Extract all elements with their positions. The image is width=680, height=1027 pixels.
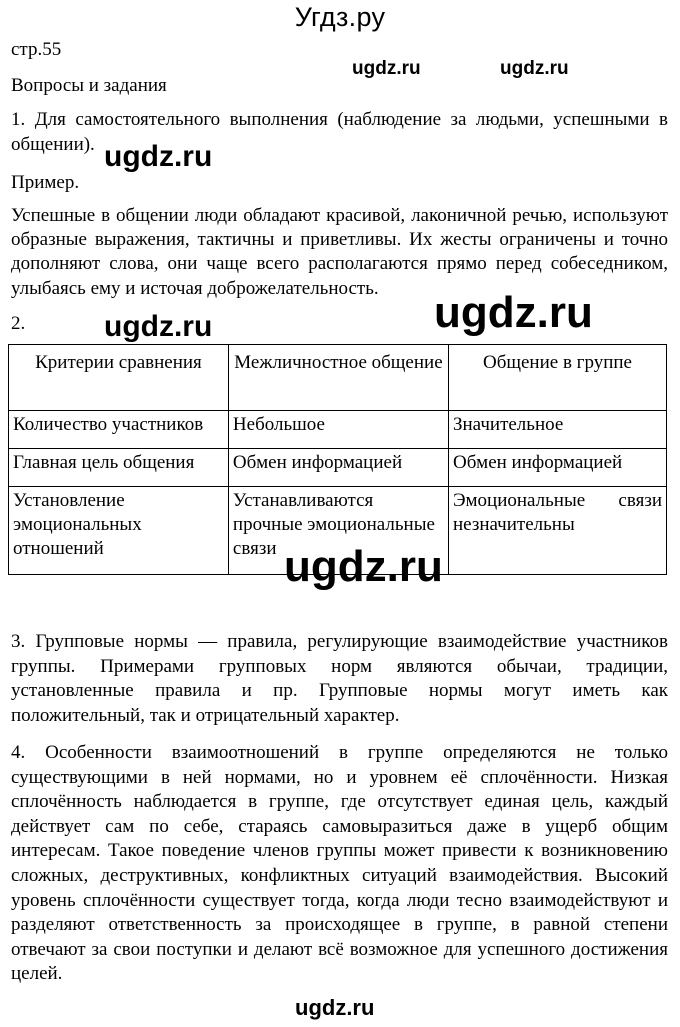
table-row	[9, 449, 667, 487]
table-header-row	[9, 345, 667, 411]
table-cell: Установление эмоциональных отношений	[9, 487, 229, 575]
table-cell: Обмен информацией	[448, 449, 666, 487]
section-heading: Вопросы и задания	[11, 75, 167, 96]
watermark: ugdz.ru	[104, 140, 213, 173]
table-header-cell: Межличностное общение	[228, 345, 448, 411]
question-4: 4. Особенности взаимоотношений в группе определяются не только существующими в ней нормами, но и уровнем её сплочённости. Низкая сплочённость наблюдается в группе, где отсутствует единая цель, каждый действует сам по себе, стараясь самовыразиться даже в ущерб общим интересам. Такое поведение членов группы может привести к возникновению сложных, деструктивных, конфликтных ситуаций взаимодействия. Высокий уровень сплочённости существует тогда, когда люди тесно взаимодействуют и разделяют ответственность за происходящее в группе, в равной степени отвечают за свои поступки и делают всё возможное для успешного достижения целей.	[11, 742, 668, 985]
question-1: 1. Для самостоятельного выполнения (наблюдение за людьми, успешными в общении).	[11, 109, 668, 155]
watermark: ugdz.ru	[352, 58, 421, 79]
watermark: ugdz.ru	[284, 542, 443, 591]
watermark: ugdz.ru	[434, 288, 593, 337]
site-title: Угдз.ру	[294, 2, 386, 32]
table-cell: Устанавливаются прочные эмоциональные связи	[228, 487, 448, 575]
table-cell: Главная цель общения	[9, 449, 229, 487]
comparison-table	[8, 344, 667, 575]
table-cell: Значительное	[448, 411, 666, 449]
table-cell: Эмоциональные связи незначительны	[448, 487, 666, 575]
question-3: 3. Групповые нормы — правила, регулирующие взаимодействие участников группы. Примерами групповых норм являются обычаи, традиции, установленные правила и пр. Групповые нормы могут иметь как положительный, так и отрицательный характер.	[11, 631, 668, 726]
page-reference: стр.55	[11, 39, 62, 60]
table-cell: Количество участников	[9, 411, 229, 449]
watermark: ugdz.ru	[295, 995, 375, 1020]
question-2-number: 2.	[11, 313, 26, 334]
table-row	[9, 411, 667, 449]
example-text: Успешные в общении люди обладают красивой, лаконичной речью, используют образные выражения, тактичны и приветливы. Их жесты ограничены и точно дополняют слова, они чаще всего располагаются прямо перед собеседником, улыбаясь ему и источая доброжелательность.	[11, 205, 668, 299]
watermark: ugdz.ru	[104, 310, 213, 343]
watermark: ugdz.ru	[500, 58, 569, 79]
table-cell: Обмен информацией	[228, 449, 448, 487]
table-cell: Небольшое	[228, 411, 448, 449]
table-header-cell: Критерии сравнения	[9, 345, 229, 411]
example-label: Пример.	[11, 172, 80, 193]
table-header-cell: Общение в группе	[448, 345, 666, 411]
